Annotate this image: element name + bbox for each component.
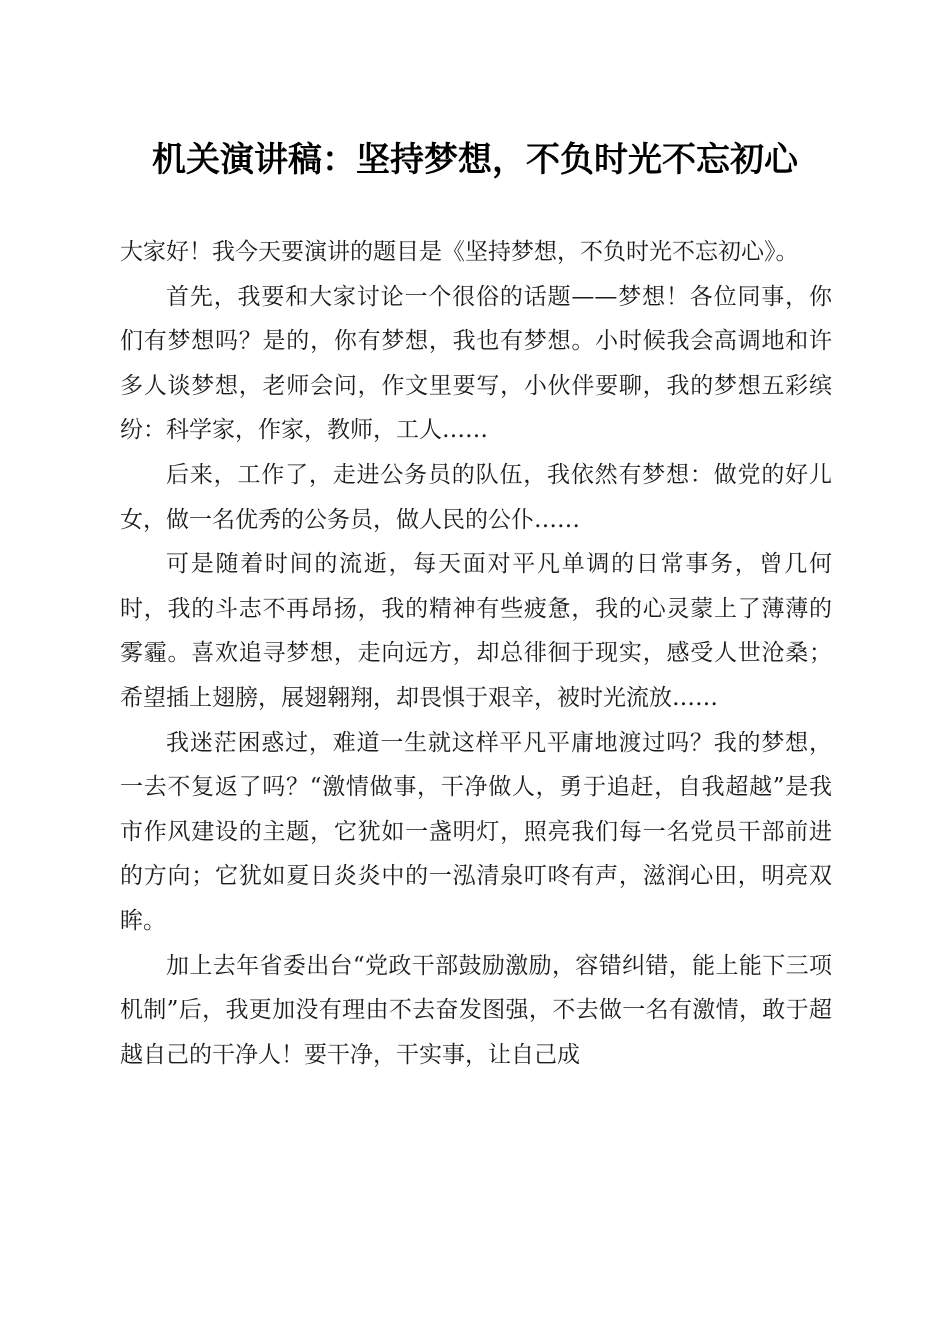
document-title: 机关演讲稿：坚持梦想，不负时光不忘初心: [152, 140, 798, 180]
paragraph-mechanism: 加上去年省委出台“党政干部鼓励激励，容错纠错，能上能下三项机制”后，我更加没有理由不去奋发图强，不去做一名有激情，敢于超越自己的干净人！要干净，干实事，让自己成: [120, 952, 832, 1068]
paragraph-greeting: 大家好！我今天要演讲的题目是《坚持梦想，不负时光不忘初心》。: [120, 239, 799, 265]
paragraph-passing-time: 可是随着时间的流逝，每天面对平凡单调的日常事务，曾几何时，我的斗志不再昂扬，我的精神有些疲惫，我的心灵蒙上了薄薄的雾霾。喜欢追寻梦想，走向远方，却总徘徊于现实，感受人世沧桑；希望插上翅膀，展翅翱翔，却畏惧于艰辛，被时光流放……: [120, 551, 832, 711]
paragraph-confusion: 我迷茫困惑过，难道一生就这样平凡平庸地渡过吗？我的梦想，一去不复返了吗？“激情做事，干净做人，勇于追赶，自我超越”是我市作风建设的主题，它犹如一盏明灯，照亮我们每一名党员干部前进的方向；它犹如夏日炎炎中的一泓清泉叮咚有声，滋润心田，明亮双眸。: [120, 729, 832, 934]
document-body: [120, 230, 832, 1077]
paragraph-dream-topic: 首先，我要和大家讨论一个很俗的话题——梦想！各位同事，你们有梦想吗？是的，你有梦想，我也有梦想。小时候我会高调地和许多人谈梦想，老师会问，作文里要写，小伙伴要聊，我的梦想五彩缤纷：科学家，作家，教师，工人……: [120, 283, 832, 444]
paragraph-civil-servant: 后来，工作了，走进公务员的队伍，我依然有梦想：做党的好儿女，做一名优秀的公务员，做人民的公仆……: [120, 461, 832, 533]
